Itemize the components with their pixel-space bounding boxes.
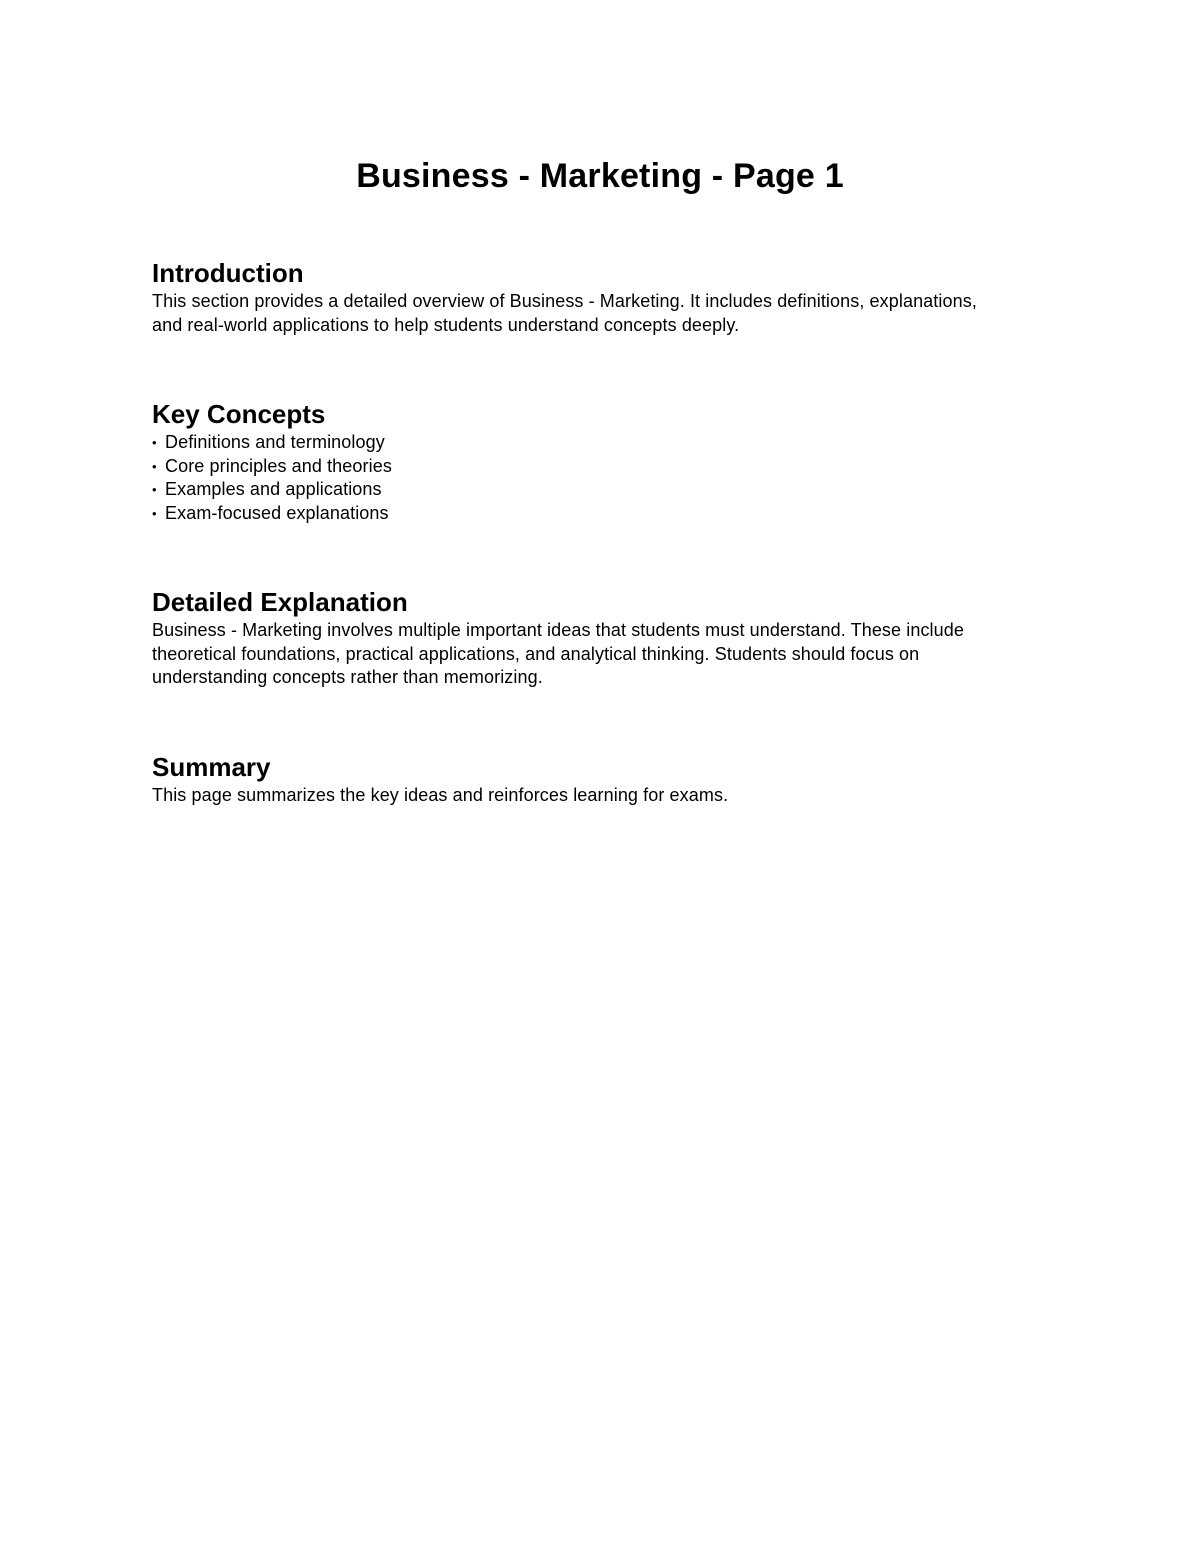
section-heading-detailed-explanation: Detailed Explanation [152,587,408,617]
section-heading-key-concepts: Key Concepts [152,399,326,429]
detailed-explanation-line-2: theoretical foundations, practical applications, and analytical thinking. Students should focus on [152,643,920,664]
detailed-explanation-body [152,619,1052,690]
key-concepts-list [152,431,1052,525]
list-item [152,502,1052,526]
list-item-text: Examples and applications [165,479,382,499]
section-detailed-explanation [152,585,1052,690]
list-item [152,455,1052,479]
list-item-text: Core principles and theories [165,455,392,476]
page-title: Business - Marketing - Page 1 [356,157,844,195]
list-item [152,478,1052,502]
introduction-body-line-2: and real-world applications to help students understand concepts deeply. [152,314,740,335]
list-item-text: Definitions and terminology [165,432,385,452]
detailed-explanation-line-1: Business - Marketing involves multiple important ideas that students must understand. These include [152,620,964,640]
introduction-body [152,290,1052,337]
introduction-body-line-1: This section provides a detailed overview of Business - Marketing. It includes definitions, explanations, [152,291,977,311]
list-item [152,431,1052,455]
detailed-explanation-line-3: understanding concepts rather than memorizing. [152,667,543,687]
section-introduction [152,256,1052,337]
section-heading-introduction: Introduction [152,258,304,288]
list-item-text: Exam-focused explanations [165,502,389,523]
section-key-concepts [152,397,1052,525]
section-heading-summary: Summary [152,752,271,782]
summary-body: This page summarizes the key ideas and reinforces learning for exams. [152,785,729,805]
section-summary [152,750,1052,808]
